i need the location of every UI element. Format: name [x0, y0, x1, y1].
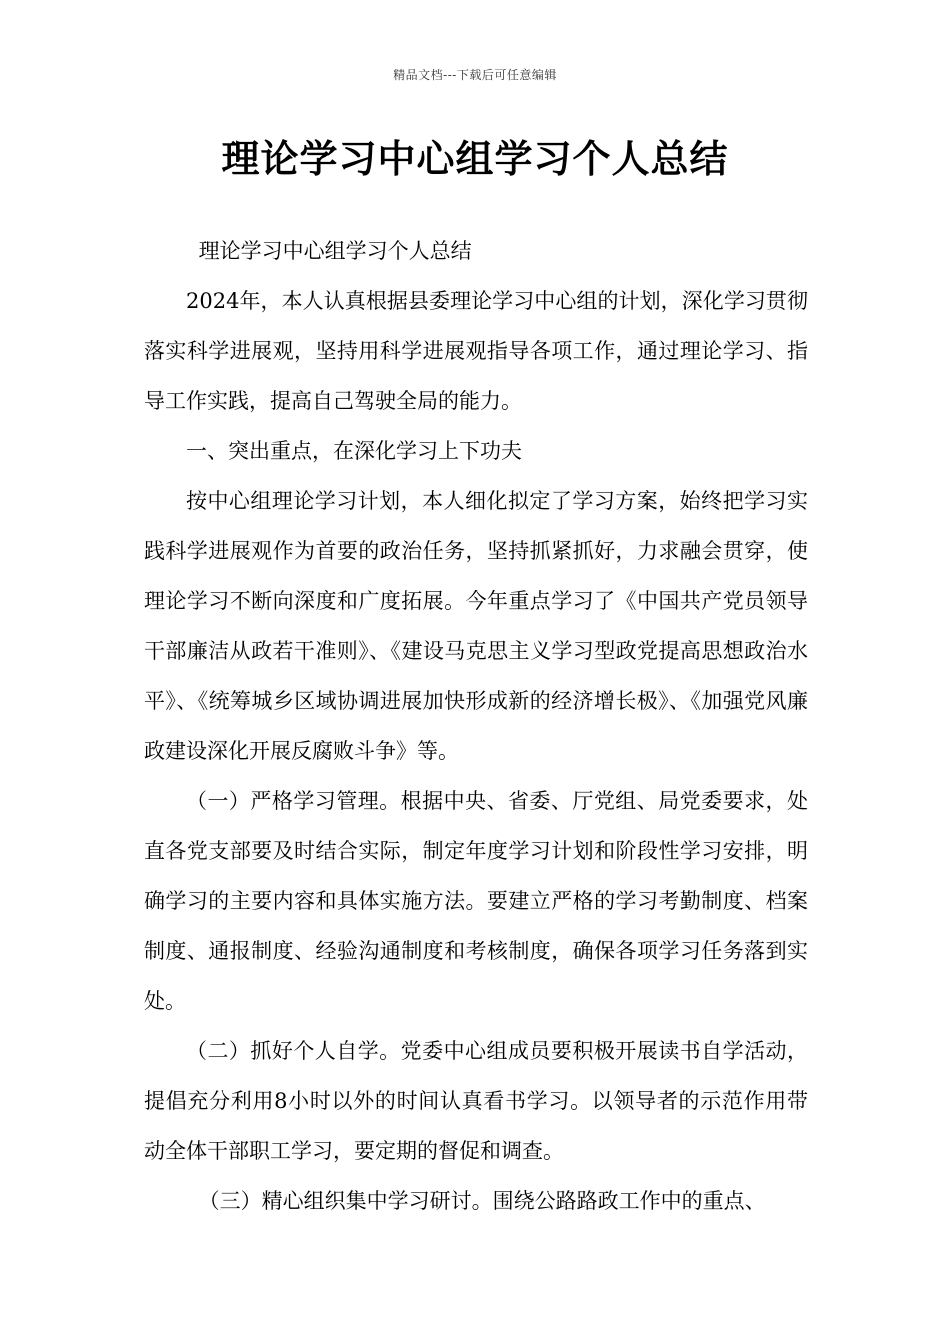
- document-body: [144, 226, 808, 1226]
- section-heading-1: 一、突出重点，在深化学习上下功夫: [186, 439, 522, 463]
- paragraph-item-1: （一）严格学习管理。根据中央、省委、厅党组、局党委要求，处直各党支部要及时结合实际，制定年度学习计划和阶段性学习安排，明确学习的主要内容和具体实施方法。要建立严格的学习考勤制度、档案制度、通报制度、经验沟通制度和考核制度，确保各项学习任务落到实处。: [144, 789, 808, 1013]
- paragraph-subtitle: 理论学习中心组学习个人总结: [198, 239, 472, 263]
- paragraph-item-3: （三）精心组织集中学习研讨。围绕公路路政工作中的重点、: [198, 1189, 766, 1213]
- document-title: 理论学习中心组学习个人总结: [221, 137, 729, 181]
- paragraph-study-plan: 按中心组理论学习计划，本人细化拟定了学习方案，始终把学习实践科学进展观作为首要的政治任务，坚持抓紧抓好，力求融会贯穿，使理论学习不断向深度和广度拓展。今年重点学习了《中国共产党员领导干部廉洁从政若干准则》、《建设马克思主义学习型政党提高思想政治水平》、《统筹城乡区域协调进展加快形成新的经济增长极》、《加强党风廉政建设深化开展反腐败斗争》等。: [144, 489, 808, 763]
- paragraph-item-2: （二）抓好个人自学。党委中心组成员要积极开展读书自学活动，提倡充分利用8小时以外的时间认真看书学习。以领导者的示范作用带动全体干部职工学习，要定期的督促和调查。: [144, 1039, 808, 1163]
- paragraph-intro: 2024年，本人认真根据县委理论学习中心组的计划，深化学习贯彻落实科学进展观，坚持用科学进展观指导各项工作，通过理论学习、指导工作实践，提高自己驾驶全局的能力。: [144, 289, 808, 413]
- header-note: 精品文档---下载后可任意编辑: [393, 68, 557, 82]
